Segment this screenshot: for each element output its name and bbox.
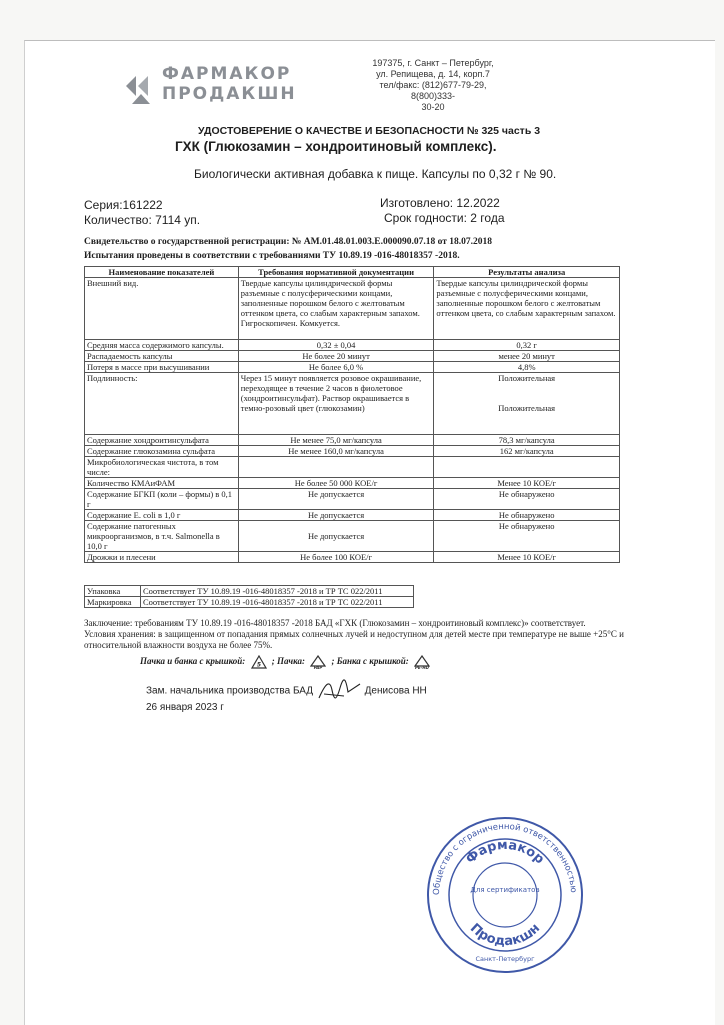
address-line: ул. Репищева, д. 14, корп.7 bbox=[376, 69, 490, 79]
svg-text:PAP: PAP bbox=[313, 665, 323, 669]
indicator-name: Подлинность: bbox=[85, 373, 239, 435]
product-name: ГХК (Глюкозамин – хондроитиновый комплекс). bbox=[175, 139, 497, 154]
svg-text:Общество с ограниченной ответс bbox=[432, 822, 578, 895]
company-address bbox=[358, 58, 508, 113]
requirement: 0,32 ± 0,04 bbox=[238, 340, 434, 351]
indicator-name: Внешний вид. bbox=[85, 278, 239, 340]
requirement bbox=[238, 457, 434, 478]
result: 78,3 мг/капсула bbox=[434, 435, 620, 446]
table-row bbox=[85, 351, 620, 362]
conclusion-text: Заключение: требованиям ТУ 10.89.19 -016-48018357 -2018 БАД «ГХК (Глюкозамин – хондроитиновый комплекс)» соответствует. bbox=[84, 618, 586, 628]
manufacture-date: Изготовлено: 12.2022 bbox=[380, 196, 500, 210]
indicator-name: Содержание БГКП (коли – формы) в 0,1 г bbox=[85, 489, 239, 510]
requirement: Твердые капсулы цилиндрической формы разъемные с полусферическими концами, заполненные порошком белого с желтоватым оттенком цвета, со слабым характерным запахом. Гигроскопичен. Комкуется. bbox=[238, 278, 434, 340]
quantity: Количество: 7114 уп. bbox=[84, 213, 201, 227]
indicator-name: Распадаемость капсулы bbox=[85, 351, 239, 362]
packaging-name: Упаковка bbox=[85, 586, 141, 597]
table-row bbox=[85, 552, 620, 563]
signer-position: Зам. начальника производства БАД bbox=[146, 685, 314, 697]
packaging-signs bbox=[140, 655, 433, 669]
table-row bbox=[85, 435, 620, 446]
address-line: тел/факс: (812)677-79-29, 8(800)333- bbox=[379, 80, 487, 101]
product-description: Биологически активная добавка к пище. Капсулы по 0,32 г № 90. bbox=[194, 167, 557, 181]
stamp-brand-top: Фармакор bbox=[463, 837, 547, 868]
indicator-name: Потеря в массе при высушивании bbox=[85, 362, 239, 373]
result: 162 мг/капсула bbox=[434, 446, 620, 457]
company-stamp bbox=[425, 815, 585, 975]
indicator-name: Средняя масса содержимого капсулы. bbox=[85, 340, 239, 351]
table-row bbox=[85, 521, 620, 552]
indicator-name: Содержание хондроитинсульфата bbox=[85, 435, 239, 446]
table-row bbox=[85, 586, 414, 597]
logo-line-1: ФАРМАКОР bbox=[162, 64, 292, 84]
result-glucosamine: Положительная bbox=[498, 403, 556, 413]
stamp-city: Санкт-Петербург bbox=[475, 955, 535, 963]
stamp-outer-text: Общество с ограниченной ответственностью bbox=[431, 821, 579, 896]
requirement: Не более 100 КОЕ/г bbox=[238, 552, 434, 563]
indicator-name: Микробиологическая чистота, в том числе: bbox=[85, 457, 239, 478]
pharmacor-logo-icon bbox=[124, 66, 158, 106]
logo-line-2: ПРОДАКШН bbox=[162, 84, 297, 104]
requirement: Не допускается bbox=[238, 510, 434, 521]
requirement: Не допускается bbox=[238, 521, 434, 552]
quality-table bbox=[84, 266, 620, 563]
result-chondroitin: Положительная bbox=[498, 373, 556, 383]
logo-text bbox=[162, 64, 297, 104]
registration-certificate: Свидетельство о государственной регистрации: № AM.01.48.01.003.E.000090.07.18 от 18.07.2018 bbox=[84, 237, 493, 247]
packaging-value: Соответствует ТУ 10.89.19 -016-48018357 -2018 и ТР ТС 022/2011 bbox=[141, 586, 414, 597]
sign-label: Пачка и банка с крышкой: bbox=[140, 656, 246, 667]
svg-text:5: 5 bbox=[256, 661, 261, 669]
pe-recycle-icon bbox=[414, 655, 430, 669]
column-header: Результаты анализа bbox=[434, 267, 620, 278]
table-row bbox=[85, 510, 620, 521]
requirement: Не менее 75,0 мг/капсула bbox=[238, 435, 434, 446]
table-row bbox=[85, 489, 620, 510]
indicator-name: Дрожжи и плесени bbox=[85, 552, 239, 563]
svg-text:PE-HD: PE-HD bbox=[415, 665, 430, 669]
packaging-table bbox=[84, 585, 414, 608]
signature-date: 26 января 2023 г bbox=[146, 702, 224, 713]
result: Не обнаружено bbox=[434, 521, 620, 552]
signer bbox=[146, 678, 427, 704]
table-row bbox=[85, 373, 620, 435]
sign-label: ; Банка с крышкой: bbox=[331, 656, 409, 667]
column-header: Требования нормативной документации bbox=[238, 267, 434, 278]
table-row bbox=[85, 362, 620, 373]
address-line: 197375, г. Санкт – Петербург, bbox=[372, 58, 494, 68]
table-row bbox=[85, 597, 414, 608]
requirement: Не более 50 000 КОЕ/г bbox=[238, 478, 434, 489]
result: Не обнаружено bbox=[434, 510, 620, 521]
table-row bbox=[85, 446, 620, 457]
result: менее 20 минут bbox=[434, 351, 620, 362]
requirement: Не менее 160,0 мг/капсула bbox=[238, 446, 434, 457]
table-row bbox=[85, 278, 620, 340]
result: Менее 10 КОЕ/г bbox=[434, 552, 620, 563]
stamp-center-text: Для сертификатов bbox=[470, 886, 540, 894]
requirement: Не допускается bbox=[238, 489, 434, 510]
table-row bbox=[85, 478, 620, 489]
marking-name: Маркировка bbox=[85, 597, 141, 608]
sign-label: ; Пачка: bbox=[271, 656, 305, 667]
series: Серия:161222 bbox=[84, 198, 163, 212]
signer-name: Денисова НН bbox=[364, 685, 427, 697]
indicator-name: Количество КМАиФАМ bbox=[85, 478, 239, 489]
table-row bbox=[85, 340, 620, 351]
recycle-triangle-icon bbox=[251, 655, 267, 669]
conclusion bbox=[84, 618, 624, 651]
table-header-row bbox=[85, 267, 620, 278]
storage-conditions: Условия хранения: в защищенном от попадания прямых солнечных лучей и недоступном для детей месте при температуре не выше +25°С и относительной влажности воздуха не более 75%. bbox=[84, 629, 624, 650]
result: 0,32 г bbox=[434, 340, 620, 351]
indicator-name: Содержание глюкозамина сульфата bbox=[85, 446, 239, 457]
column-header: Наименование показателей bbox=[85, 267, 239, 278]
indicator-name: Содержание E. coli в 1,0 г bbox=[85, 510, 239, 521]
table-row bbox=[85, 457, 620, 478]
requirement: Не более 20 минут bbox=[238, 351, 434, 362]
result bbox=[434, 457, 620, 478]
handwritten-signature bbox=[316, 678, 362, 704]
result: Не обнаружено bbox=[434, 489, 620, 510]
result: Твердые капсулы цилиндрической формы разъемные с полусферическими концами, заполненные порошком белого с желтоватым оттенком цвета, со слабым характерным запахом. bbox=[434, 278, 620, 340]
tests-standard: Испытания проведены в соответствии с требованиями ТУ 10.89.19 -016-48018357 -2018. bbox=[84, 251, 460, 261]
result: Менее 10 КОЕ/г bbox=[434, 478, 620, 489]
paper-recycle-icon bbox=[310, 655, 326, 669]
result bbox=[434, 373, 620, 435]
address-line: 30-20 bbox=[421, 102, 445, 112]
result: 4,8% bbox=[434, 362, 620, 373]
stamp-brand-bottom: Продакшн bbox=[466, 920, 544, 950]
shelf-life: Срок годности: 2 года bbox=[384, 211, 505, 225]
marking-value: Соответствует ТУ 10.89.19 -016-48018357 -2018 и ТР ТС 022/2011 bbox=[141, 597, 414, 608]
indicator-name: Содержание патогенных микроорганизмов, в т.ч. Salmonella в 10,0 г bbox=[85, 521, 239, 552]
certificate-title: УДОСТОВЕРЕНИЕ О КАЧЕСТВЕ И БЕЗОПАСНОСТИ № 325 часть 3 bbox=[198, 125, 541, 137]
requirement: Через 15 минут появляется розовое окрашивание, переходящее в течение 2 часов в фиолетовое (хондроитинсульфат). Раствор окрашивается в темно-розовый цвет (глюкозамин) bbox=[238, 373, 434, 435]
requirement: Не более 6,0 % bbox=[238, 362, 434, 373]
